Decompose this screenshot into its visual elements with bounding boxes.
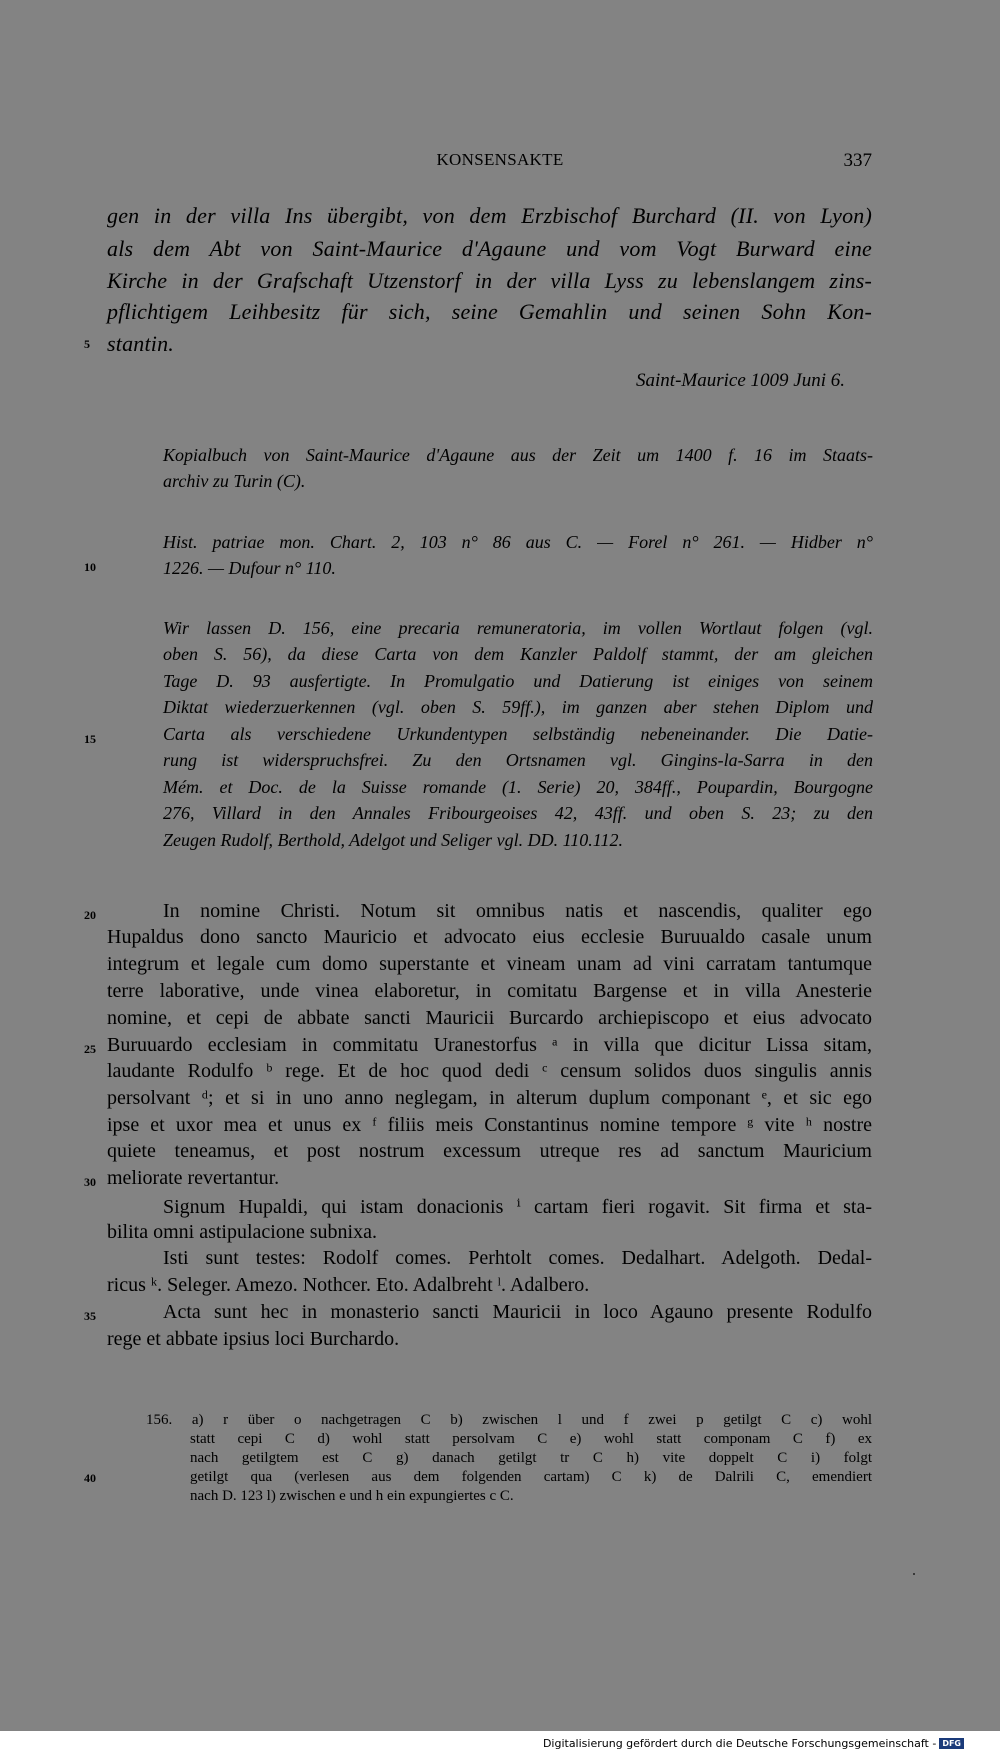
source-line: archiv zu Turin (C). xyxy=(163,471,306,491)
charter-line: rege et abbate ipsius loci Burchardo. xyxy=(107,1328,400,1350)
charter-line: Signum Hupaldi, qui istam donacionis ⁱ cartam fieri rogavit. Sit firma et sta- xyxy=(163,1196,872,1218)
scan-speck xyxy=(913,1573,915,1575)
running-header: KONSENSAKTE xyxy=(436,150,564,169)
line-number: 25 xyxy=(84,1042,96,1056)
line-number: 30 xyxy=(84,1175,96,1189)
charter-line: ipse et uxor mea et unus ex ᶠ filiis meis Constantinus nomine tempore ᵍ vite ʰ nostre xyxy=(107,1114,872,1136)
line-number: 10 xyxy=(84,560,96,574)
commentary-line: Mém. et Doc. de la Suisse romande (1. Serie) 20, 384ff., Poupardin, Bourgogne xyxy=(163,777,873,797)
charter-line: nomine, et cepi de abbate sancti Mauricii Burcardo archiepiscopo et eius advocato xyxy=(107,1007,872,1029)
commentary-line: 276, Villard in den Annales Fribourgeoises 42, 43ff. und oben S. 23; zu den xyxy=(163,803,873,823)
charter-line: ricus ᵏ. Seleger. Amezo. Nothcer. Eto. Adalbreht ˡ. Adalbero. xyxy=(107,1274,590,1296)
footnote-line: getilgt qua (verlesen aus dem folgenden cartam) C k) de Dalrili C, emendiert xyxy=(190,1469,872,1485)
line-number: 35 xyxy=(84,1309,96,1323)
charter-line: quiete teneamus, et post nostrum excessum utreque res ad sanctum Mauricium xyxy=(107,1140,872,1162)
regest-line: pflichtigem Leihbesitz für sich, seine Gemahlin und seinen Sohn Kon- xyxy=(107,299,872,324)
line-number: 40 xyxy=(84,1471,96,1485)
charter-line: integrum et legale cum domo superstante et vineam unam ad vini carratam tantumque xyxy=(107,953,872,975)
charter-line: meliorate revertantur. xyxy=(107,1167,280,1189)
source-line: Kopialbuch von Saint-Maurice d'Agaune aus der Zeit um 1400 f. 16 im Staats- xyxy=(163,445,873,465)
footnote-line: 156. a) r über o nachgetragen C b) zwischen l und f zwei p getilgt C c) wohl xyxy=(146,1412,872,1428)
editions-line: Hist. patriae mon. Chart. 2, 103 n° 86 aus C. — Forel n° 261. — Hidber n° xyxy=(163,532,873,552)
commentary-line: Diktat wiederzuerkennen (vgl. oben S. 59ff.), im ganzen aber stehen Diplom und xyxy=(163,697,873,717)
footnote-line: nach getilgtem est C g) danach getilgt tr C h) vite doppelt C i) folgt xyxy=(190,1450,872,1466)
footer-credit-text: Digitalisierung gefördert durch die Deutsche Forschungsgemeinschaft - xyxy=(542,1737,937,1750)
regest-line: gen in der villa Ins übergibt, von dem Erzbischof Burchard (II. von Lyon) xyxy=(107,203,872,228)
footnote-line: nach D. 123 l) zwischen e und h ein expungiertes c C. xyxy=(190,1488,514,1504)
footer-credit xyxy=(543,1737,964,1750)
commentary-line: rung ist widerspruchsfrei. Zu den Ortsnamen vgl. Gingins-la-Sarra in den xyxy=(163,750,873,770)
regest-line: stantin. xyxy=(107,331,174,356)
charter-line: Buruuardo ecclesiam in commitatu Uranestorfus ᵃ in villa que dicitur Lissa sitam, xyxy=(107,1034,872,1056)
charter-line: persolvant ᵈ; et si in uno anno neglegam, in alterum duplum componant ᵉ, et sic ego xyxy=(107,1087,872,1109)
commentary-line: Wir lassen D. 156, eine precaria remuneratoria, im vollen Wortlaut folgen (vgl. xyxy=(163,618,873,638)
line-number: 20 xyxy=(84,908,96,922)
charter-line: bilita omni astipulacione subnixa. xyxy=(107,1221,377,1243)
line-number: 15 xyxy=(84,732,96,746)
commentary-line: Zeugen Rudolf, Berthold, Adelgot und Seliger vgl. DD. 110.112. xyxy=(163,830,623,850)
dfg-logo: DFG xyxy=(939,1738,964,1749)
date-line: Saint-Maurice 1009 Juni 6. xyxy=(636,370,845,391)
regest-line: Kirche in der Grafschaft Utzenstorf in der villa Lyss zu lebenslangem zins- xyxy=(107,268,872,293)
line-number: 5 xyxy=(84,337,90,351)
footnote-line: statt cepi C d) wohl statt persolvam C e) wohl statt componam C f) ex xyxy=(190,1431,872,1447)
regest-line: als dem Abt von Saint-Maurice d'Agaune und vom Vogt Burward eine xyxy=(107,236,872,261)
editions-line: 1226. — Dufour n° 110. xyxy=(163,558,336,578)
charter-line: Isti sunt testes: Rodolf comes. Perhtolt comes. Dedalhart. Adelgoth. Dedal- xyxy=(163,1247,872,1269)
page-number: 337 xyxy=(843,150,872,171)
charter-line: laudante Rodulfo ᵇ rege. Et de hoc quod dedi ᶜ censum solidos duos singulis annis xyxy=(107,1060,872,1082)
commentary-line: oben S. 56), da diese Carta von dem Kanzler Paldolf stammt, der am gleichen xyxy=(163,644,873,664)
commentary-line: Carta als verschiedene Urkundentypen selbständig nebeneinander. Die Datie- xyxy=(163,724,873,744)
charter-line: In nomine Christi. Notum sit omnibus natis et nascendis, qualiter ego xyxy=(163,900,872,922)
charter-line: Acta sunt hec in monasterio sancti Mauricii in loco Agauno presente Rodulfo xyxy=(163,1301,872,1323)
charter-line: terre laborative, unde vinea elaboretur, in comitatu Bargense et in villa Anesterie xyxy=(107,980,872,1002)
commentary-line: Tage D. 93 ausfertigte. In Promulgatio und Datierung ist einiges von seinem xyxy=(163,671,873,691)
charter-line: Hupaldus dono sancto Mauricio et advocato eius ecclesie Buruualdo casale unum xyxy=(107,926,872,948)
